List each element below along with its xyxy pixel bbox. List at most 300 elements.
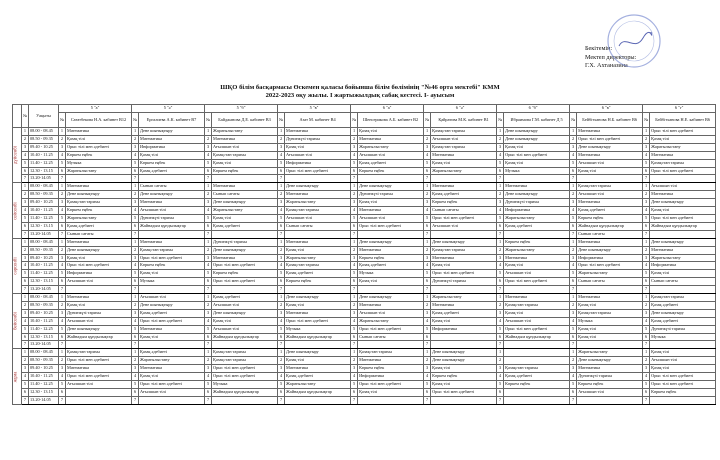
- subject-cell: Дене шынықтыру: [358, 183, 424, 191]
- lesson-number: 7: [59, 286, 66, 294]
- subject-cell: Сынып сағаты: [212, 191, 278, 199]
- subject-cell: Көркем еңбек: [504, 381, 570, 389]
- lesson-number: 3: [570, 143, 577, 151]
- teacher-header: Ибраимова Г.М. кабинет Д 5: [504, 113, 570, 128]
- subject-cell: Орыс тілі мен әдебиеті: [504, 278, 570, 286]
- table-row: [13, 254, 716, 262]
- subject-cell: Математика: [577, 128, 643, 136]
- lesson-number: 2: [351, 246, 358, 254]
- lesson-number: 3: [22, 254, 29, 262]
- lesson-number: 1: [22, 294, 29, 302]
- lesson-number: 5: [424, 159, 431, 167]
- lesson-number: 2: [205, 301, 212, 309]
- class-header: 5 "в": [278, 105, 351, 113]
- lesson-number: 6: [22, 222, 29, 230]
- subject-cell: Жаратылыстану: [285, 254, 351, 262]
- subject-cell: Қазақ әдебиеті: [285, 270, 351, 278]
- lesson-number: 4: [351, 262, 358, 270]
- lesson-time: 08.00 - 08.45: [29, 349, 59, 357]
- subject-cell: Дене шынықтыру: [431, 238, 497, 246]
- lesson-number: 6: [22, 278, 29, 286]
- subject-cell: [504, 396, 570, 404]
- lesson-number: 6: [570, 222, 577, 230]
- lesson-number: 2: [59, 246, 66, 254]
- lesson-number: 7: [351, 341, 358, 349]
- lesson-number: 5: [22, 270, 29, 278]
- subject-cell: [358, 286, 424, 294]
- subject-cell: [650, 341, 716, 349]
- lesson-number: 2: [351, 191, 358, 199]
- lesson-number: 4: [132, 207, 139, 215]
- subject-cell: [139, 175, 205, 183]
- subject-cell: Информатика: [358, 373, 424, 381]
- teacher-header: Ергалиева А.К. кабинет В7: [139, 113, 205, 128]
- lesson-number: 3: [132, 143, 139, 151]
- subject-cell: Қазақ әдебиеті: [504, 373, 570, 381]
- lesson-number: 3: [497, 365, 504, 373]
- lesson-number: 6: [351, 278, 358, 286]
- lesson-number: 5: [424, 381, 431, 389]
- lesson-number: 2: [643, 357, 650, 365]
- lesson-number: 1: [570, 294, 577, 302]
- class-header: 5 "ә": [132, 105, 205, 113]
- lesson-number: 5: [570, 325, 577, 333]
- teacher-header: Бейбітханова Н.Б. кабинет В6: [577, 113, 643, 128]
- lesson-number: 2: [351, 357, 358, 365]
- teacher-header: Бейбітханова Н.Е. кабинет В6: [650, 113, 716, 128]
- lesson-number: 2: [59, 301, 66, 309]
- subject-cell: Қазақ әдебиеті: [212, 222, 278, 230]
- subject-cell: Орыс тілі мен әдебиеті: [139, 254, 205, 262]
- subject-cell: Қазақ әдебиеті: [577, 207, 643, 215]
- lesson-number: 5: [22, 325, 29, 333]
- lesson-number: 6: [497, 333, 504, 341]
- lesson-number: 2: [132, 301, 139, 309]
- subject-cell: Көркем еңбек: [212, 167, 278, 175]
- lesson-time: 13.20-14.05: [29, 396, 59, 404]
- lesson-time: 11.40 - 12.25: [29, 270, 59, 278]
- lesson-number: 5: [570, 159, 577, 167]
- subject-cell: Ағылшын тілі: [431, 135, 497, 143]
- subject-cell: Орыс тілі мен әдебиеті: [285, 167, 351, 175]
- lesson-number: 1: [570, 238, 577, 246]
- subject-cell: Жаратылыстану: [66, 167, 132, 175]
- lesson-number: 4: [22, 317, 29, 325]
- subject-cell: Орыс тілі мен әдебиеті: [650, 373, 716, 381]
- lesson-number: 2: [570, 191, 577, 199]
- subject-cell: Дене шынықтыру: [212, 246, 278, 254]
- lesson-number: 3: [351, 199, 358, 207]
- lesson-time: 08.50 - 09.35: [29, 301, 59, 309]
- subject-cell: Жаратылыстану: [66, 214, 132, 222]
- subject-cell: Орыс тілі мен әдебиеті: [212, 373, 278, 381]
- lesson-time: 09.40 - 10.25: [29, 309, 59, 317]
- lesson-number: 7: [278, 230, 285, 238]
- lesson-number: 4: [205, 207, 212, 215]
- lesson-number: 3: [22, 309, 29, 317]
- subject-cell: Ағылшын тілі: [66, 278, 132, 286]
- subject-cell: Қазақ тілі: [577, 167, 643, 175]
- lesson-number: 7: [643, 175, 650, 183]
- subject-cell: Қазақ тілі: [139, 151, 205, 159]
- subject-cell: [504, 286, 570, 294]
- lesson-number: 6: [22, 388, 29, 396]
- subject-cell: Дене шынықтыру: [650, 309, 716, 317]
- lesson-number: 1: [132, 349, 139, 357]
- lesson-time: 12.30 - 13.15: [29, 222, 59, 230]
- subject-cell: Қазақ әдебиеті: [139, 349, 205, 357]
- lesson-num-header: №: [278, 113, 285, 128]
- lesson-number: 2: [570, 135, 577, 143]
- subject-cell: Дүниежүзі тарихы: [66, 309, 132, 317]
- lesson-time: 12.30 - 13.15: [29, 167, 59, 175]
- lesson-number: 2: [278, 246, 285, 254]
- subject-cell: Көркем еңбек: [285, 278, 351, 286]
- lesson-number: 4: [424, 151, 431, 159]
- subject-cell: [285, 230, 351, 238]
- lesson-number: 4: [570, 373, 577, 381]
- lesson-number: 7: [497, 286, 504, 294]
- lesson-number: 4: [278, 317, 285, 325]
- subject-cell: Орыс тілі мен әдебиеті: [650, 167, 716, 175]
- lesson-num-header: №: [424, 113, 431, 128]
- lesson-number: 1: [132, 183, 139, 191]
- table-row: [13, 294, 716, 302]
- lesson-number: 3: [132, 309, 139, 317]
- lesson-number: 6: [278, 222, 285, 230]
- lesson-number: 2: [643, 191, 650, 199]
- subject-cell: Жаратылыстану: [577, 270, 643, 278]
- subject-cell: Көркем еңбек: [650, 388, 716, 396]
- lesson-number: 6: [643, 167, 650, 175]
- lesson-number: 2: [643, 301, 650, 309]
- subject-cell: Орыс тілі мен әдебиеті: [66, 143, 132, 151]
- subject-cell: Математика: [431, 254, 497, 262]
- lesson-number: 4: [497, 151, 504, 159]
- lesson-number: 6: [132, 167, 139, 175]
- subject-cell: Орыс тілі мен әдебиеті: [650, 214, 716, 222]
- table-row: [13, 135, 716, 143]
- subject-cell: Қазақстан тарихы: [212, 151, 278, 159]
- lesson-number: 5: [643, 325, 650, 333]
- lesson-num-header: №: [205, 113, 212, 128]
- lesson-number: 3: [351, 143, 358, 151]
- lesson-number: 6: [22, 167, 29, 175]
- lesson-number: 7: [59, 341, 66, 349]
- lesson-number: 7: [22, 175, 29, 183]
- lesson-number: 5: [497, 214, 504, 222]
- subject-cell: Орыс тілі мен әдебиеті: [139, 381, 205, 389]
- lesson-number: 3: [59, 143, 66, 151]
- lesson-number: 7: [497, 341, 504, 349]
- lesson-number: 7: [132, 341, 139, 349]
- table-row: [13, 286, 716, 294]
- subject-cell: Дене шынықтыру: [212, 199, 278, 207]
- lesson-number: 1: [278, 183, 285, 191]
- lesson-number: 6: [351, 388, 358, 396]
- lesson-number: 1: [424, 128, 431, 136]
- lesson-number: 7: [22, 396, 29, 404]
- subject-cell: Дене шынықтыру: [431, 357, 497, 365]
- subject-cell: [431, 175, 497, 183]
- lesson-number: 3: [570, 309, 577, 317]
- subject-cell: Математика: [504, 183, 570, 191]
- lesson-number: 2: [278, 135, 285, 143]
- lesson-number: 2: [497, 246, 504, 254]
- subject-cell: Қазақ тілі: [650, 349, 716, 357]
- subject-cell: [66, 388, 132, 396]
- lesson-number: 2: [424, 246, 431, 254]
- subject-cell: Дене шынықтыру: [577, 246, 643, 254]
- subject-cell: Сынып сағаты: [431, 207, 497, 215]
- subject-cell: Жаратылыстану: [139, 357, 205, 365]
- lesson-number: 7: [424, 396, 431, 404]
- num-header: №: [22, 105, 29, 128]
- lesson-number: 4: [643, 207, 650, 215]
- table-row: [13, 191, 716, 199]
- subject-cell: Қазақ әдебиеті: [285, 373, 351, 381]
- subject-cell: Математика: [66, 365, 132, 373]
- approval-line-3: Г.Х. Ахтаназина: [585, 62, 628, 69]
- lesson-number: 3: [205, 143, 212, 151]
- lesson-number: 2: [205, 135, 212, 143]
- subject-cell: Қазақ тілі: [358, 388, 424, 396]
- table-row: [13, 388, 716, 396]
- lesson-number: 2: [497, 357, 504, 365]
- approval-line-2: Мектеп директоры:: [585, 53, 637, 61]
- day-name: дүйсенбі: [13, 146, 19, 165]
- lesson-number: 2: [351, 301, 358, 309]
- subject-cell: Математика: [358, 207, 424, 215]
- subject-cell: [66, 341, 132, 349]
- lesson-number: 5: [205, 381, 212, 389]
- subject-cell: Сынып сағаты: [66, 230, 132, 238]
- subject-cell: [650, 396, 716, 404]
- lesson-number: 2: [132, 135, 139, 143]
- subject-cell: Дене шынықтыру: [212, 309, 278, 317]
- lesson-number: 1: [22, 349, 29, 357]
- lesson-number: 5: [424, 270, 431, 278]
- subject-cell: Орыс тілі мен әдебиеті: [285, 317, 351, 325]
- subject-cell: Қазақ тілі: [358, 199, 424, 207]
- subject-cell: Дене шынықтыру: [139, 301, 205, 309]
- lesson-number: 7: [424, 286, 431, 294]
- lesson-number: 6: [278, 167, 285, 175]
- lesson-number: 4: [59, 207, 66, 215]
- subject-cell: [358, 396, 424, 404]
- lesson-number: 7: [59, 396, 66, 404]
- subject-cell: Дүниежүзі тарихы: [285, 135, 351, 143]
- schedule-table: [12, 104, 716, 405]
- lesson-number: 1: [59, 349, 66, 357]
- subject-cell: [285, 396, 351, 404]
- subject-cell: [139, 286, 205, 294]
- subject-cell: Жаратылыстану: [650, 143, 716, 151]
- subject-cell: Математика: [139, 199, 205, 207]
- subject-cell: Информатика: [577, 254, 643, 262]
- lesson-number: 2: [59, 191, 66, 199]
- class-header: 6 "ә": [424, 105, 497, 113]
- lesson-number: 4: [643, 262, 650, 270]
- lesson-number: 5: [132, 325, 139, 333]
- table-row: [13, 365, 716, 373]
- lesson-number: 3: [497, 143, 504, 151]
- lesson-number: 4: [59, 151, 66, 159]
- lesson-number: 4: [424, 317, 431, 325]
- lesson-number: 6: [497, 167, 504, 175]
- subject-cell: Жайнадым құндылықтар: [504, 333, 570, 341]
- lesson-number: 3: [59, 199, 66, 207]
- subject-cell: Математика: [139, 365, 205, 373]
- subject-cell: [139, 230, 205, 238]
- lesson-number: 3: [570, 254, 577, 262]
- subject-cell: Қазақ әдебиеті: [358, 159, 424, 167]
- lesson-number: 4: [278, 207, 285, 215]
- day-label: [13, 294, 22, 349]
- subject-cell: Қазақстан тарихы: [66, 349, 132, 357]
- lesson-number: 2: [132, 191, 139, 199]
- subject-cell: Музыка: [66, 159, 132, 167]
- lesson-number: 4: [205, 373, 212, 381]
- subject-cell: Қазақстан тарихы: [358, 349, 424, 357]
- subject-cell: [431, 333, 497, 341]
- subject-cell: Қазақстан тарихы: [212, 357, 278, 365]
- lesson-number: 5: [278, 270, 285, 278]
- header-line-2: 2022-2023 оқу жылы. І жартыжылдық сабақ кестесі. І- ауысым: [265, 92, 455, 99]
- subject-cell: Ағылшын тілі: [504, 317, 570, 325]
- subject-cell: Қазақ тілі: [504, 143, 570, 151]
- subject-cell: Дүниежүзі тарихы: [431, 278, 497, 286]
- lesson-number: 3: [643, 365, 650, 373]
- subject-cell: Дене шынықтыру: [504, 191, 570, 199]
- subject-cell: Ағылшын тілі: [285, 214, 351, 222]
- lesson-time: 10.40 - 11.25: [29, 317, 59, 325]
- subject-cell: [139, 341, 205, 349]
- lesson-number: 5: [570, 381, 577, 389]
- subject-cell: Жаратылыстану: [431, 294, 497, 302]
- subject-cell: Орыс тілі мен әдебиеті: [504, 325, 570, 333]
- subject-cell: Орыс тілі мен әдебиеті: [139, 317, 205, 325]
- subject-cell: Музыка: [358, 270, 424, 278]
- lesson-number: 3: [22, 199, 29, 207]
- subject-cell: Қазақстан тарихы: [66, 199, 132, 207]
- subject-cell: Жаратылыстану: [650, 254, 716, 262]
- subject-cell: [504, 230, 570, 238]
- subject-cell: Қазақ әдебиеті: [139, 167, 205, 175]
- lesson-number: 7: [59, 230, 66, 238]
- lesson-number: 7: [22, 286, 29, 294]
- day-header: [13, 105, 22, 128]
- lesson-number: 6: [205, 222, 212, 230]
- lesson-number: 2: [424, 357, 431, 365]
- lesson-number: 1: [205, 183, 212, 191]
- lesson-number: 4: [132, 317, 139, 325]
- lesson-number: 5: [424, 214, 431, 222]
- subject-cell: [504, 349, 570, 357]
- lesson-number: 6: [497, 278, 504, 286]
- day-label: [13, 349, 22, 404]
- lesson-number: 3: [205, 199, 212, 207]
- subject-cell: [504, 388, 570, 396]
- lesson-number: 1: [424, 238, 431, 246]
- subject-cell: Математика: [358, 246, 424, 254]
- subject-cell: Орыс тілі мен әдебиеті: [431, 270, 497, 278]
- lesson-number: 6: [643, 333, 650, 341]
- subject-cell: Математика: [358, 135, 424, 143]
- lesson-number: 6: [643, 388, 650, 396]
- subject-cell: Математика: [577, 294, 643, 302]
- subject-cell: Жайнадым құндылықтар: [577, 222, 643, 230]
- subject-cell: Математика: [212, 183, 278, 191]
- subject-cell: Дене шынықтыру: [577, 143, 643, 151]
- lesson-number: 5: [22, 159, 29, 167]
- lesson-number: 6: [59, 388, 66, 396]
- lesson-number: 7: [424, 341, 431, 349]
- lesson-number: 7: [205, 230, 212, 238]
- lesson-number: 2: [132, 246, 139, 254]
- lesson-number: 7: [59, 175, 66, 183]
- lesson-time: 08.50 - 09.35: [29, 246, 59, 254]
- subject-cell: [504, 175, 570, 183]
- subject-cell: Жайнадым құндылықтар: [66, 333, 132, 341]
- subject-cell: Сынып сағаты: [285, 222, 351, 230]
- table-row: [13, 151, 716, 159]
- lesson-number: 1: [497, 183, 504, 191]
- subject-cell: Музыка: [577, 317, 643, 325]
- lesson-number: 7: [205, 396, 212, 404]
- lesson-time: 12.30 - 13.15: [29, 333, 59, 341]
- subject-cell: Қазақстан тарихы: [577, 183, 643, 191]
- lesson-number: 2: [497, 191, 504, 199]
- lesson-number: 2: [278, 301, 285, 309]
- subject-cell: Көркем еңбек: [504, 238, 570, 246]
- lesson-number: 7: [22, 341, 29, 349]
- lesson-number: 3: [59, 254, 66, 262]
- subject-cell: Дене шынықтыру: [66, 246, 132, 254]
- subject-cell: Ағылшын тілі: [139, 207, 205, 215]
- subject-cell: Көркем еңбек: [139, 262, 205, 270]
- lesson-number: 1: [22, 183, 29, 191]
- lesson-number: 4: [22, 207, 29, 215]
- day-name: жұма: [13, 371, 19, 382]
- subject-cell: [431, 341, 497, 349]
- subject-cell: Математика: [431, 183, 497, 191]
- lesson-number: 2: [570, 246, 577, 254]
- subject-cell: Математика: [504, 254, 570, 262]
- subject-cell: [212, 230, 278, 238]
- subject-cell: Музыка: [285, 325, 351, 333]
- subject-cell: Музыка: [139, 278, 205, 286]
- subject-cell: Қазақ тілі: [431, 365, 497, 373]
- subject-cell: Қазақ әдебиеті: [139, 309, 205, 317]
- lesson-number: 6: [351, 167, 358, 175]
- lesson-number: 2: [59, 357, 66, 365]
- lesson-number: 3: [59, 365, 66, 373]
- lesson-number: 3: [132, 365, 139, 373]
- lesson-number: 6: [424, 278, 431, 286]
- subject-cell: Қазақ тілі: [66, 254, 132, 262]
- subject-cell: Дүниежүзі тарихы: [650, 325, 716, 333]
- table-row: [13, 357, 716, 365]
- subject-cell: Көркем еңбек: [431, 373, 497, 381]
- lesson-number: 3: [278, 199, 285, 207]
- subject-cell: Дене шынықтыру: [358, 294, 424, 302]
- lesson-time: 09.40 - 10.25: [29, 143, 59, 151]
- subject-cell: Орыс тілі мен әдебиеті: [212, 262, 278, 270]
- lesson-number: 3: [205, 365, 212, 373]
- lesson-number: 5: [205, 325, 212, 333]
- subject-cell: Жаратылыстану: [431, 167, 497, 175]
